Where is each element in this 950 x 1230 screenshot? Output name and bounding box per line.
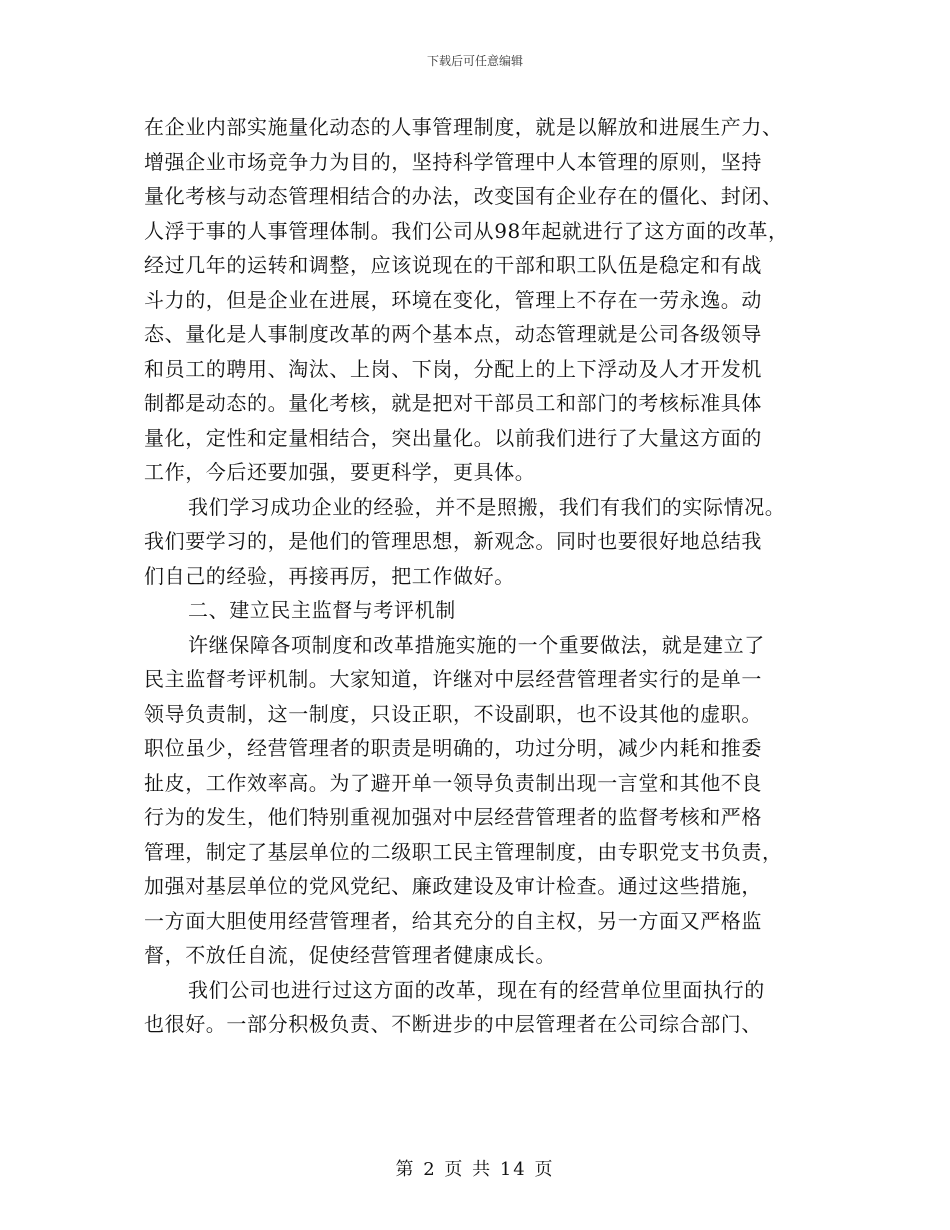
text-line: 领导负责制，这一制度，只设正职，不设副职，也不设其他的虚职。 — [144, 701, 762, 726]
text-line: 制都是动态的。量化考核，就是把对干部员工和部门的考核标准具体 — [144, 391, 762, 415]
paragraph-start-line: 我们学习成功企业的经验，并不是照搬，我们有我们的实际情况。 — [188, 494, 786, 519]
text-line: 量化，定性和定量相结合，突出量化。以前我们进行了大量这方面的 — [144, 425, 762, 450]
document-body — [144, 110, 808, 1042]
text-line: 斗力的，但是企业在进展，环境在变化，管理上不存在一劳永逸。动 — [144, 287, 762, 312]
text-line: 行为的发生，他们特别重视加强对中层经营管理者的监督考核和严格 — [144, 805, 762, 829]
text-line: 在企业内部实施量化动态的人事管理制度，就是以解放和进展生产力、 — [144, 115, 783, 139]
text-line: 增强企业市场竞争力为目的，坚持科学管理中人本管理的原则，坚持 — [144, 149, 762, 174]
text-line: 扯皮，工作效率高。为了避开单一领导负责制出现一言堂和其他不良 — [144, 770, 762, 795]
text-line: 经过几年的运转和调整，应该说现在的干部和职工队伍是稳定和有战 — [144, 253, 762, 277]
text-line: 量化考核与动态管理相结合的办法，改变国有企业存在的僵化、封闭、 — [144, 184, 783, 208]
text-line: 民主监督考评机制。大家知道，许继对中层经营管理者实行的是单一 — [144, 667, 762, 691]
text-line: 们自己的经验，再接再厉，把工作做好。 — [144, 563, 515, 588]
text-line: 管理，制定了基层单位的二级职工民主管理制度，由专职党支书负责， — [144, 839, 783, 864]
text-line: 督，不放任自流，促使经营管理者健康成长。 — [144, 943, 556, 967]
section-heading: 二、建立民主监督与考评机制 — [188, 598, 456, 622]
text-line: 工作，今后还要加强，要更科学，更具体。 — [144, 460, 536, 484]
page-number: 第 2 页 共 14 页 — [395, 1159, 555, 1180]
text-line: 一方面大胆使用经营管理者，给其充分的自主权，另一方面又严格监 — [144, 908, 762, 933]
text-line: 人浮于事的人事管理体制。我们公司从98年起就进行了这方面的改革， — [144, 218, 789, 243]
paragraph-start-line: 我们公司也进行过这方面的改革，现在有的经营单位里面执行的 — [188, 977, 765, 1002]
paragraph-start-line: 许继保障各项制度和改革措施实施的一个重要做法，就是建立了 — [188, 632, 765, 657]
text-line: 和员工的聘用、淘汰、上岗、下岗，分配上的上下浮动及人才开发机 — [144, 356, 762, 381]
page-header-note: 下载后可任意编辑 — [426, 54, 523, 68]
text-line: 我们要学习的，是他们的管理思想，新观念。同时也要很好地总结我 — [144, 529, 762, 553]
text-line: 加强对基层单位的党风党纪、廉政建设及审计检查。通过这些措施， — [144, 874, 762, 898]
text-line: 职位虽少，经营管理者的职责是明确的，功过分明，减少内耗和推委 — [144, 736, 762, 760]
text-line: 态、量化是人事制度改革的两个基本点，动态管理就是公司各级领导 — [144, 322, 762, 346]
text-line: 也很好。一部分积极负责、不断进步的中层管理者在公司综合部门、 — [144, 1012, 762, 1036]
